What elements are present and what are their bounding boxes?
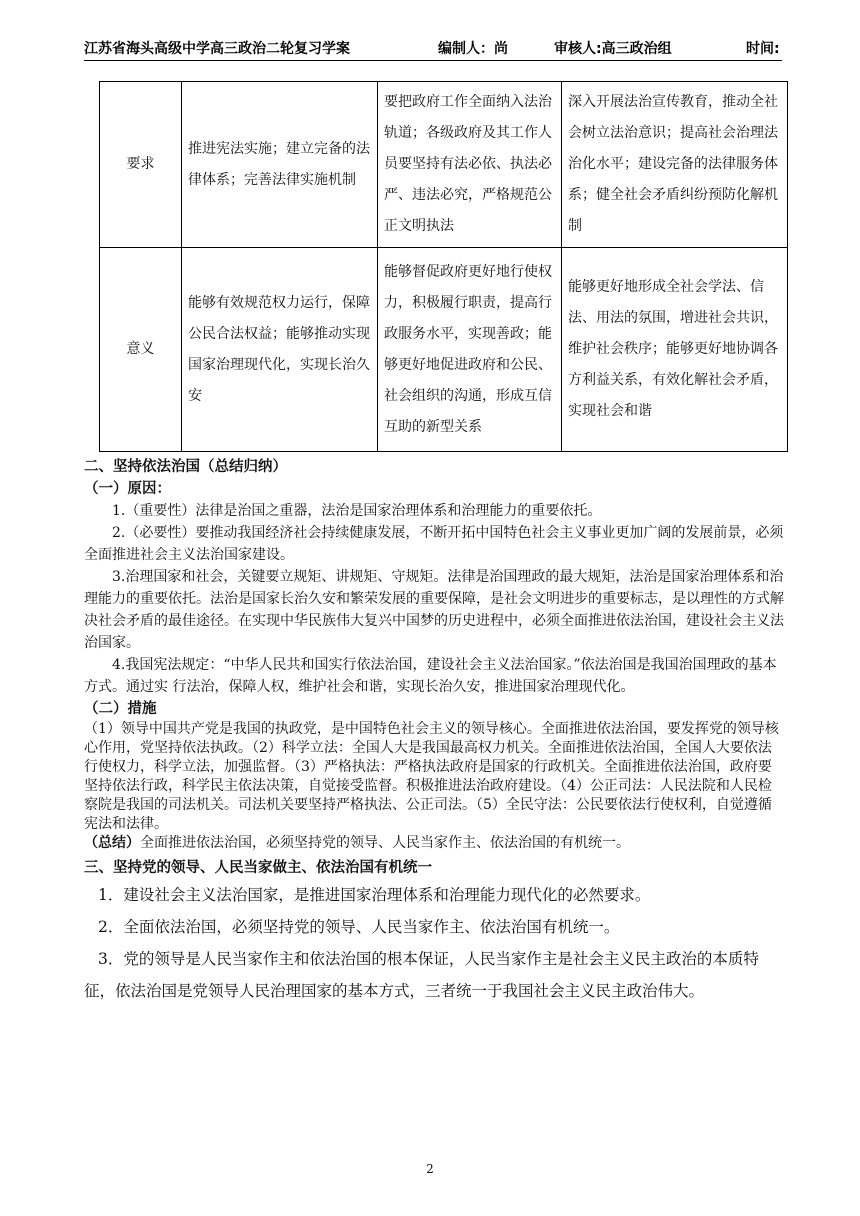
school-title: 江苏省海头高级中学高三政治二轮复习学案 xyxy=(84,41,350,57)
row-label-significance: 意义 xyxy=(100,248,182,452)
section-3-item: 1．建设社会主义法治国家，是推进国家治理体系和治理能力现代化的必然要求。 xyxy=(98,886,651,904)
reasons-subtitle: （一）原因： xyxy=(84,481,171,497)
summary-label: （总结） xyxy=(84,835,140,851)
section-3-item: 2．全面依法治国，必须坚持党的领导、人民当家作主、依法治国有机统一。 xyxy=(98,918,620,936)
measures-paragraph: （1）领导中国共产党是我国的执政党，是中国特色社会主义的领导核心。全面推进依法治国，要发挥党的领导核心作用，党坚持依法执政。（2）科学立法：全国人大是我国最高权力机关。全面推进依法治国，全国人大要依法行使权力，科学立法，加强监督。（3）严格执法：严格执法政府是国家的行政机关。全面推进依法治国，政府要坚持依法行政，科学民主依法决策，自觉接受监督。积极推进法治政府建设。（4）公正司法：人民法院和人民检察院是我国的司法机关。司法机关要坚持严格执法、公正司法。（5）全民守法：公民要依法行使权利，自觉遵循宪法和法律。 xyxy=(84,721,779,832)
table-cell: 能够更好地形成全社会学法、信法、用法的氛围，增进社会共识，维护社会秩序；能够更好地协调各方利益关系，有效化解社会矛盾，实现社会和谐 xyxy=(562,248,788,452)
reason-paragraph: 1.（重要性）法律是治国之重器，法治是国家治理体系和治理能力的重要依托。 xyxy=(112,503,602,519)
comparison-table xyxy=(99,81,788,452)
summary-paragraph xyxy=(84,834,784,853)
table-cell: 推进宪法实施；建立完备的法律体系；完善法律实施机制 xyxy=(182,82,378,248)
section-3-item: 3．党的领导是人民当家作主和依法治国的根本保证，人民当家作主是社会主义民主政治的本质特征，依法治国是党领导人民治理国家的基本方式，三者统一于我国社会主义民主政治伟大。 xyxy=(84,950,759,1000)
reviewer-label: 审核人:高三政治组 xyxy=(554,41,672,57)
reason-paragraph: 4.我国宪法规定：“中华人民共和国实行依法治国，建设社会主义法治国家。”依法治国是我国治国理政的基本方式。通过实 行法治，保障人权，维护社会和谐，实现长治久安，推进国家治理现代化。 xyxy=(84,657,777,695)
summary-text: 全面推进依法治国，必须坚持党的领导、人民当家作主、依法治国的有机统一。 xyxy=(140,835,630,851)
editor-label: 编制人：尚 xyxy=(438,41,508,57)
section-3-title: 三、坚持党的领导、人民当家做主、依法治国有机统一 xyxy=(84,860,432,876)
page-number: 2 xyxy=(426,1162,434,1176)
measures-subtitle: （二）措施 xyxy=(84,701,157,717)
table-cell: 要把政府工作全面纳入法治轨道；各级政府及其工作人员要坚持有法必依、执法必严、违法必究，严格规范公正文明执法 xyxy=(378,82,562,248)
table-cell: 深入开展法治宣传教育，推动全社会树立法治意识；提高社会治理法治化水平；建设完备的法律服务体系；健全社会矛盾纠纷预防化解机制 xyxy=(562,82,788,248)
row-label-requirements: 要求 xyxy=(100,82,182,248)
section-2-title: 二、坚持依法治国（总结归纳） xyxy=(84,459,287,475)
table-cell: 能够督促政府更好地行使权力，积极履行职责，提高行政服务水平，实现善政；能够更好地促进政府和公民、社会组织的沟通，形成互信互助的新型关系 xyxy=(378,248,562,452)
reason-paragraph: 3.治理国家和社会，关键要立规矩、讲规矩、守规矩。法律是治国理政的最大规矩，法治是国家治理体系和治理能力的重要依托。法治是国家长治久安和繁荣发展的重要保障，是社会文明进步的重要标志，是以理性的方式解决社会矛盾的最佳途径。在实现中华民族伟大复兴中国梦的历史进程中，必须全面推进依法治国，建设社会主义法治国家。 xyxy=(84,569,784,651)
reason-paragraph: 2.（必要性）要推动我国经济社会持续健康发展，不断开拓中国特色社会主义事业更加广阔的发展前景，必须全面推进社会主义法治国家建设。 xyxy=(84,525,784,563)
table-row xyxy=(100,248,788,452)
table-row xyxy=(100,82,788,248)
main-content xyxy=(84,456,784,1007)
page-header xyxy=(84,34,782,61)
time-label: 时间: xyxy=(746,41,780,57)
table-cell: 能够有效规范权力运行，保障公民合法权益；能够推动实现国家治理现代化，实现长治久安 xyxy=(182,248,378,452)
